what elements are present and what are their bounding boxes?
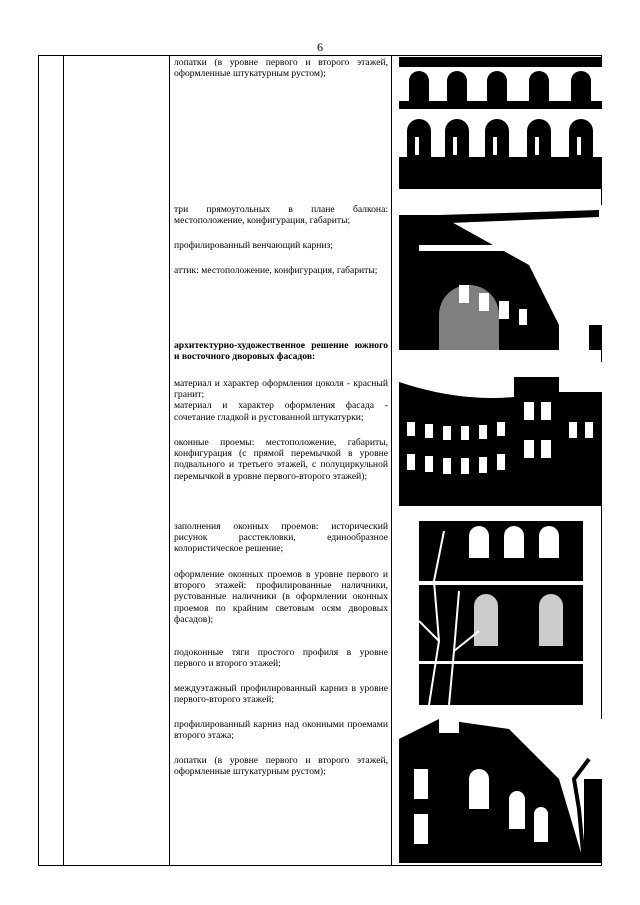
section-heading: архитектурно-художественное решение южного и восточного дворовых фасадов: [174, 340, 388, 363]
column-divider [169, 56, 170, 865]
page-number: 6 [317, 40, 323, 54]
column-divider [63, 56, 64, 865]
text-block: аттик: местоположение, конфигурация, габариты; [174, 265, 378, 276]
text-block: три прямоугольных в плане балкона: местоположение, конфигурация, габариты; [174, 204, 388, 227]
corner-facade-photo [399, 719, 602, 863]
trees-facade-photo [419, 521, 583, 705]
text-block: профилированный карниз над оконными проемами второго этажа; [174, 719, 388, 742]
text-block: заполнения оконных проемов: исторический рисунок расстекловки, единообразное колористическое решение; [174, 521, 388, 555]
facade-photo [399, 57, 602, 189]
column-divider [391, 56, 392, 865]
text-block: междуэтажный профилированный карниз в уровне первого-второго этажей; [174, 683, 388, 706]
text-block: профилированный венчающий карниз; [174, 240, 333, 251]
text-block: оформление оконных проемов в уровне первого и второго этажей: профилированные наличники, рустованные наличники (в оформлении оконных проемов по крайним световым осям дворовых фасадов); [174, 569, 388, 625]
courtyard-photo [399, 362, 602, 506]
text-block: лопатки (в уровне первого и второго этажей, оформленные штукатурным рустом); [174, 755, 388, 778]
text-block: подоконные тяги простого профиля в уровне первого и второго этажей; [174, 647, 388, 670]
text-block: материал и характер оформления цоколя - красный гранит; материал и характер оформления фасада - сочетание гладкой и рустованной штукатурки; [174, 378, 388, 423]
balcony-photo [399, 205, 602, 350]
text-block: лопатки (в уровне первого и второго этажей, оформленные штукатурным рустом); [174, 57, 388, 80]
text-block: оконные проемы: местоположение, габариты, конфигурация (с прямой перемычкой в уровне подвального и третьего этажей, с полуциркульной перемычкой в уровне первого-второго этажей); [174, 437, 388, 482]
